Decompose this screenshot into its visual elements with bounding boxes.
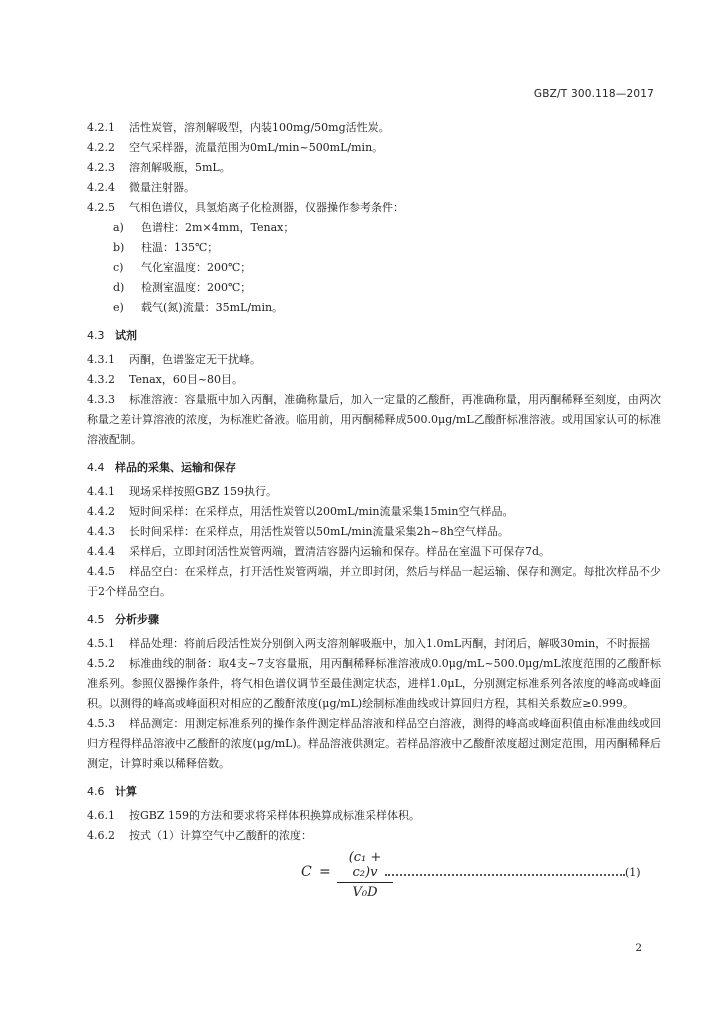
section-number: 4.4 bbox=[87, 461, 105, 474]
section-heading-analysis bbox=[87, 610, 661, 630]
clause-text: Tenax，60目~80目。 bbox=[129, 373, 244, 386]
page-number: 2 bbox=[635, 942, 642, 954]
item-text: 检测室温度：200℃； bbox=[141, 281, 252, 294]
item-mark: b) bbox=[113, 241, 125, 254]
clause-4-4-2 bbox=[87, 502, 661, 522]
clause-text: 标准曲线的制备：取4支~7支容量瓶，用丙酮稀释标准溶液成0.0μg/mL~500.0μg/mL浓度范围的乙酸酐标准系列。参照仪器操作条件，将气相色谱仪调节至最佳测定状态，进样1.0μL，分别测定标准系列各浓度的峰高或峰面积。以测得的峰高或峰面积对相应的乙酸酐浓度(μg/mL)绘制标准曲线或计算回归方程，其相关系数应≥0.999。 bbox=[87, 657, 661, 710]
document-body bbox=[87, 118, 661, 904]
clause-text: 丙酮，色谱鉴定无干扰峰。 bbox=[129, 353, 261, 366]
clause-4-4-5 bbox=[87, 562, 661, 602]
clause-number: 4.2.3 bbox=[87, 161, 115, 174]
clause-text: 活性炭管，溶剂解吸型，内装100mg/50mg活性炭。 bbox=[129, 121, 390, 134]
clause-4-2-1 bbox=[87, 118, 661, 138]
section-title: 分析步骤 bbox=[115, 613, 159, 626]
clause-text: 微量注射器。 bbox=[129, 181, 195, 194]
condition-item bbox=[87, 218, 661, 238]
section-heading-calculation bbox=[87, 782, 661, 802]
clause-text: 按式（1）计算空气中乙酸酐的浓度： bbox=[129, 829, 312, 842]
item-text: 柱温：135℃； bbox=[141, 241, 219, 254]
section-heading-reagents bbox=[87, 326, 661, 346]
clause-4-5-2 bbox=[87, 654, 661, 714]
clause-4-3-1 bbox=[87, 350, 661, 370]
clause-4-3-2 bbox=[87, 370, 661, 390]
clause-number: 4.4.5 bbox=[87, 565, 115, 578]
item-mark: d) bbox=[113, 281, 125, 294]
formula-equals: = bbox=[319, 864, 331, 880]
dot-leader bbox=[385, 866, 625, 876]
clause-number: 4.2.4 bbox=[87, 181, 115, 194]
clause-4-2-3 bbox=[87, 158, 661, 178]
formula-numerator: (c₁ + c₂)v bbox=[348, 850, 382, 880]
section-number: 4.5 bbox=[87, 613, 105, 626]
section-heading-sampling bbox=[87, 458, 661, 478]
clause-text: 短时间采样：在采样点，用活性炭管以200mL/min流量采集15min空气样品。 bbox=[129, 505, 514, 518]
condition-item bbox=[87, 298, 661, 318]
clause-text: 空气采样器，流量范围为0mL/min~500mL/min。 bbox=[129, 141, 384, 154]
clause-4-5-3 bbox=[87, 714, 661, 774]
clause-4-6-1 bbox=[87, 806, 661, 826]
clause-number: 4.5.1 bbox=[87, 637, 115, 650]
clause-text: 现场采样按照GBZ 159执行。 bbox=[129, 485, 278, 498]
clause-number: 4.3.2 bbox=[87, 373, 115, 386]
clause-4-4-4 bbox=[87, 542, 661, 562]
item-text: 色谱柱：2m×4mm，Tenax； bbox=[141, 221, 295, 234]
clause-number: 4.3.3 bbox=[87, 393, 115, 406]
clause-text: 样品处理：将前后段活性炭分别倒入两支溶剂解吸瓶中，加入1.0mL丙酮，封闭后，解吸30min，不时振摇 bbox=[129, 637, 651, 650]
clause-text: 长时间采样：在采样点，用活性炭管以50mL/min流量采集2h~8h空气样品。 bbox=[129, 525, 509, 538]
clause-text: 样品测定：用测定标准系列的操作条件测定样品溶液和样品空白溶液，测得的峰高或峰面积值由标准曲线或回归方程得样品溶液中乙酸酐的浓度(μg/mL)。样品溶液供测定。若样品溶液中乙酸酐浓度超过测定范围，用丙酮稀释后测定，计算时乘以稀释倍数。 bbox=[87, 717, 661, 770]
condition-item bbox=[87, 278, 661, 298]
clause-number: 4.4.3 bbox=[87, 525, 115, 538]
clause-number: 4.4.2 bbox=[87, 505, 115, 518]
clause-number: 4.6.2 bbox=[87, 829, 115, 842]
item-text: 气化室温度：200℃； bbox=[141, 261, 252, 274]
clause-number: 4.3.1 bbox=[87, 353, 115, 366]
clause-number: 4.6.1 bbox=[87, 809, 115, 822]
section-title: 计算 bbox=[115, 785, 137, 798]
clause-text: 气相色谱仪，具氢焰离子化检测器，仪器操作参考条件： bbox=[129, 201, 404, 214]
formula-number: (1) bbox=[625, 866, 641, 879]
clause-number: 4.4.4 bbox=[87, 545, 115, 558]
clause-4-5-1 bbox=[87, 634, 661, 654]
clause-4-2-4 bbox=[87, 178, 661, 198]
section-number: 4.6 bbox=[87, 785, 105, 798]
clause-number: 4.2.2 bbox=[87, 141, 115, 154]
item-mark: e) bbox=[113, 301, 124, 314]
item-mark: a) bbox=[113, 221, 124, 234]
clause-text: 标准溶液：容量瓶中加入丙酮，准确称量后，加入一定量的乙酸酐，再准确称量，用丙酮稀释至刻度，由两次称量之差计算溶液的浓度，为标准贮备液。临用前，用丙酮稀释成500.0μg/mL乙酸酐标准溶液。或用国家认可的标准溶液配制。 bbox=[87, 393, 661, 446]
clause-number: 4.2.1 bbox=[87, 121, 115, 134]
section-title: 样品的采集、运输和保存 bbox=[115, 461, 236, 474]
clause-4-2-2 bbox=[87, 138, 661, 158]
section-number: 4.3 bbox=[87, 329, 105, 342]
section-title: 试剂 bbox=[115, 329, 137, 342]
condition-item bbox=[87, 258, 661, 278]
item-mark: c) bbox=[113, 261, 124, 274]
clause-4-4-3 bbox=[87, 522, 661, 542]
clause-4-4-1 bbox=[87, 482, 661, 502]
clause-number: 4.5.3 bbox=[87, 717, 115, 730]
formula-denominator: V₀D bbox=[352, 885, 378, 900]
clause-4-2-5 bbox=[87, 198, 661, 218]
item-text: 载气(氮)流量：35mL/min。 bbox=[141, 301, 284, 314]
clause-text: 溶剂解吸瓶，5mL。 bbox=[129, 161, 231, 174]
fraction-bar bbox=[337, 882, 393, 883]
clause-text: 按GBZ 159的方法和要求将采样体积换算成标准采样体积。 bbox=[129, 809, 421, 822]
page-header: GBZ/T 300.118—2017 bbox=[533, 88, 654, 100]
clause-text: 样品空白：在采样点，打开活性炭管两端，并立即封闭，然后与样品一起运输、保存和测定。每批次样品不少于2个样品空白。 bbox=[87, 565, 661, 598]
condition-item bbox=[87, 238, 661, 258]
clause-text: 采样后，立即封闭活性炭管两端，置清洁容器内运输和保存。样品在室温下可保存7d。 bbox=[129, 545, 551, 558]
formula-1 bbox=[87, 848, 661, 904]
clause-number: 4.5.2 bbox=[87, 657, 115, 670]
clause-number: 4.4.1 bbox=[87, 485, 115, 498]
clause-4-3-3 bbox=[87, 390, 661, 450]
clause-number: 4.2.5 bbox=[87, 201, 115, 214]
formula-lhs: C bbox=[301, 864, 312, 880]
clause-4-6-2 bbox=[87, 826, 661, 846]
